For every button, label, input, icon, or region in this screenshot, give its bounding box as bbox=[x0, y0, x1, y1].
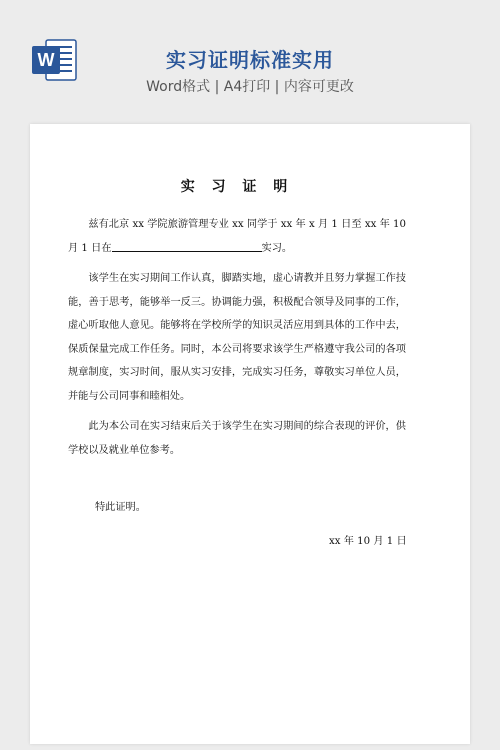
paragraph-intro-end: 实习。 bbox=[261, 242, 293, 254]
header-banner bbox=[0, 0, 500, 105]
paragraph-performance: 该学生在实习期间工作认真，脚踏实地，虚心请教并且努力掌握工作技能，善于思考，能够举一反三。协调能力强，积极配合领导及同事的工作，虚心听取他人意见。能够将在学校所学的知识灵活应用到具体的工作中去，保质保量完成工作任务。同时，本公司将要求该学生严格遵守我公司的各项规章制度，实习时间，服从实习安排，完成实习任务，尊敬实习单位人员，并能与公司同事和睦相处。 bbox=[68, 273, 406, 402]
fill-in-blank-line bbox=[112, 239, 262, 252]
page-subtitle: Word格式 | A4打印 | 内容可更改 bbox=[146, 79, 354, 95]
paragraph-intro-text: 兹有北京 xx 学院旅游管理专业 xx 同学于 xx 年 x 月 1 日至 xx 年 10 月 1 日在 bbox=[68, 219, 406, 254]
paragraph-intro bbox=[68, 213, 406, 260]
page-title: 实习证明标准实用 bbox=[166, 48, 334, 72]
signature-date: xx 年 10 月 1 日 bbox=[329, 536, 407, 547]
paragraph-evaluation: 此为本公司在实习结束后关于该学生在实习期间的综合表现的评价，供学校以及就业单位参考。 bbox=[68, 421, 406, 456]
document-body bbox=[68, 176, 406, 469]
word-logo-letter: W bbox=[37, 50, 55, 70]
closing-statement: 特此证明。 bbox=[95, 502, 146, 513]
document-title: 实 习 证 明 bbox=[180, 179, 294, 195]
